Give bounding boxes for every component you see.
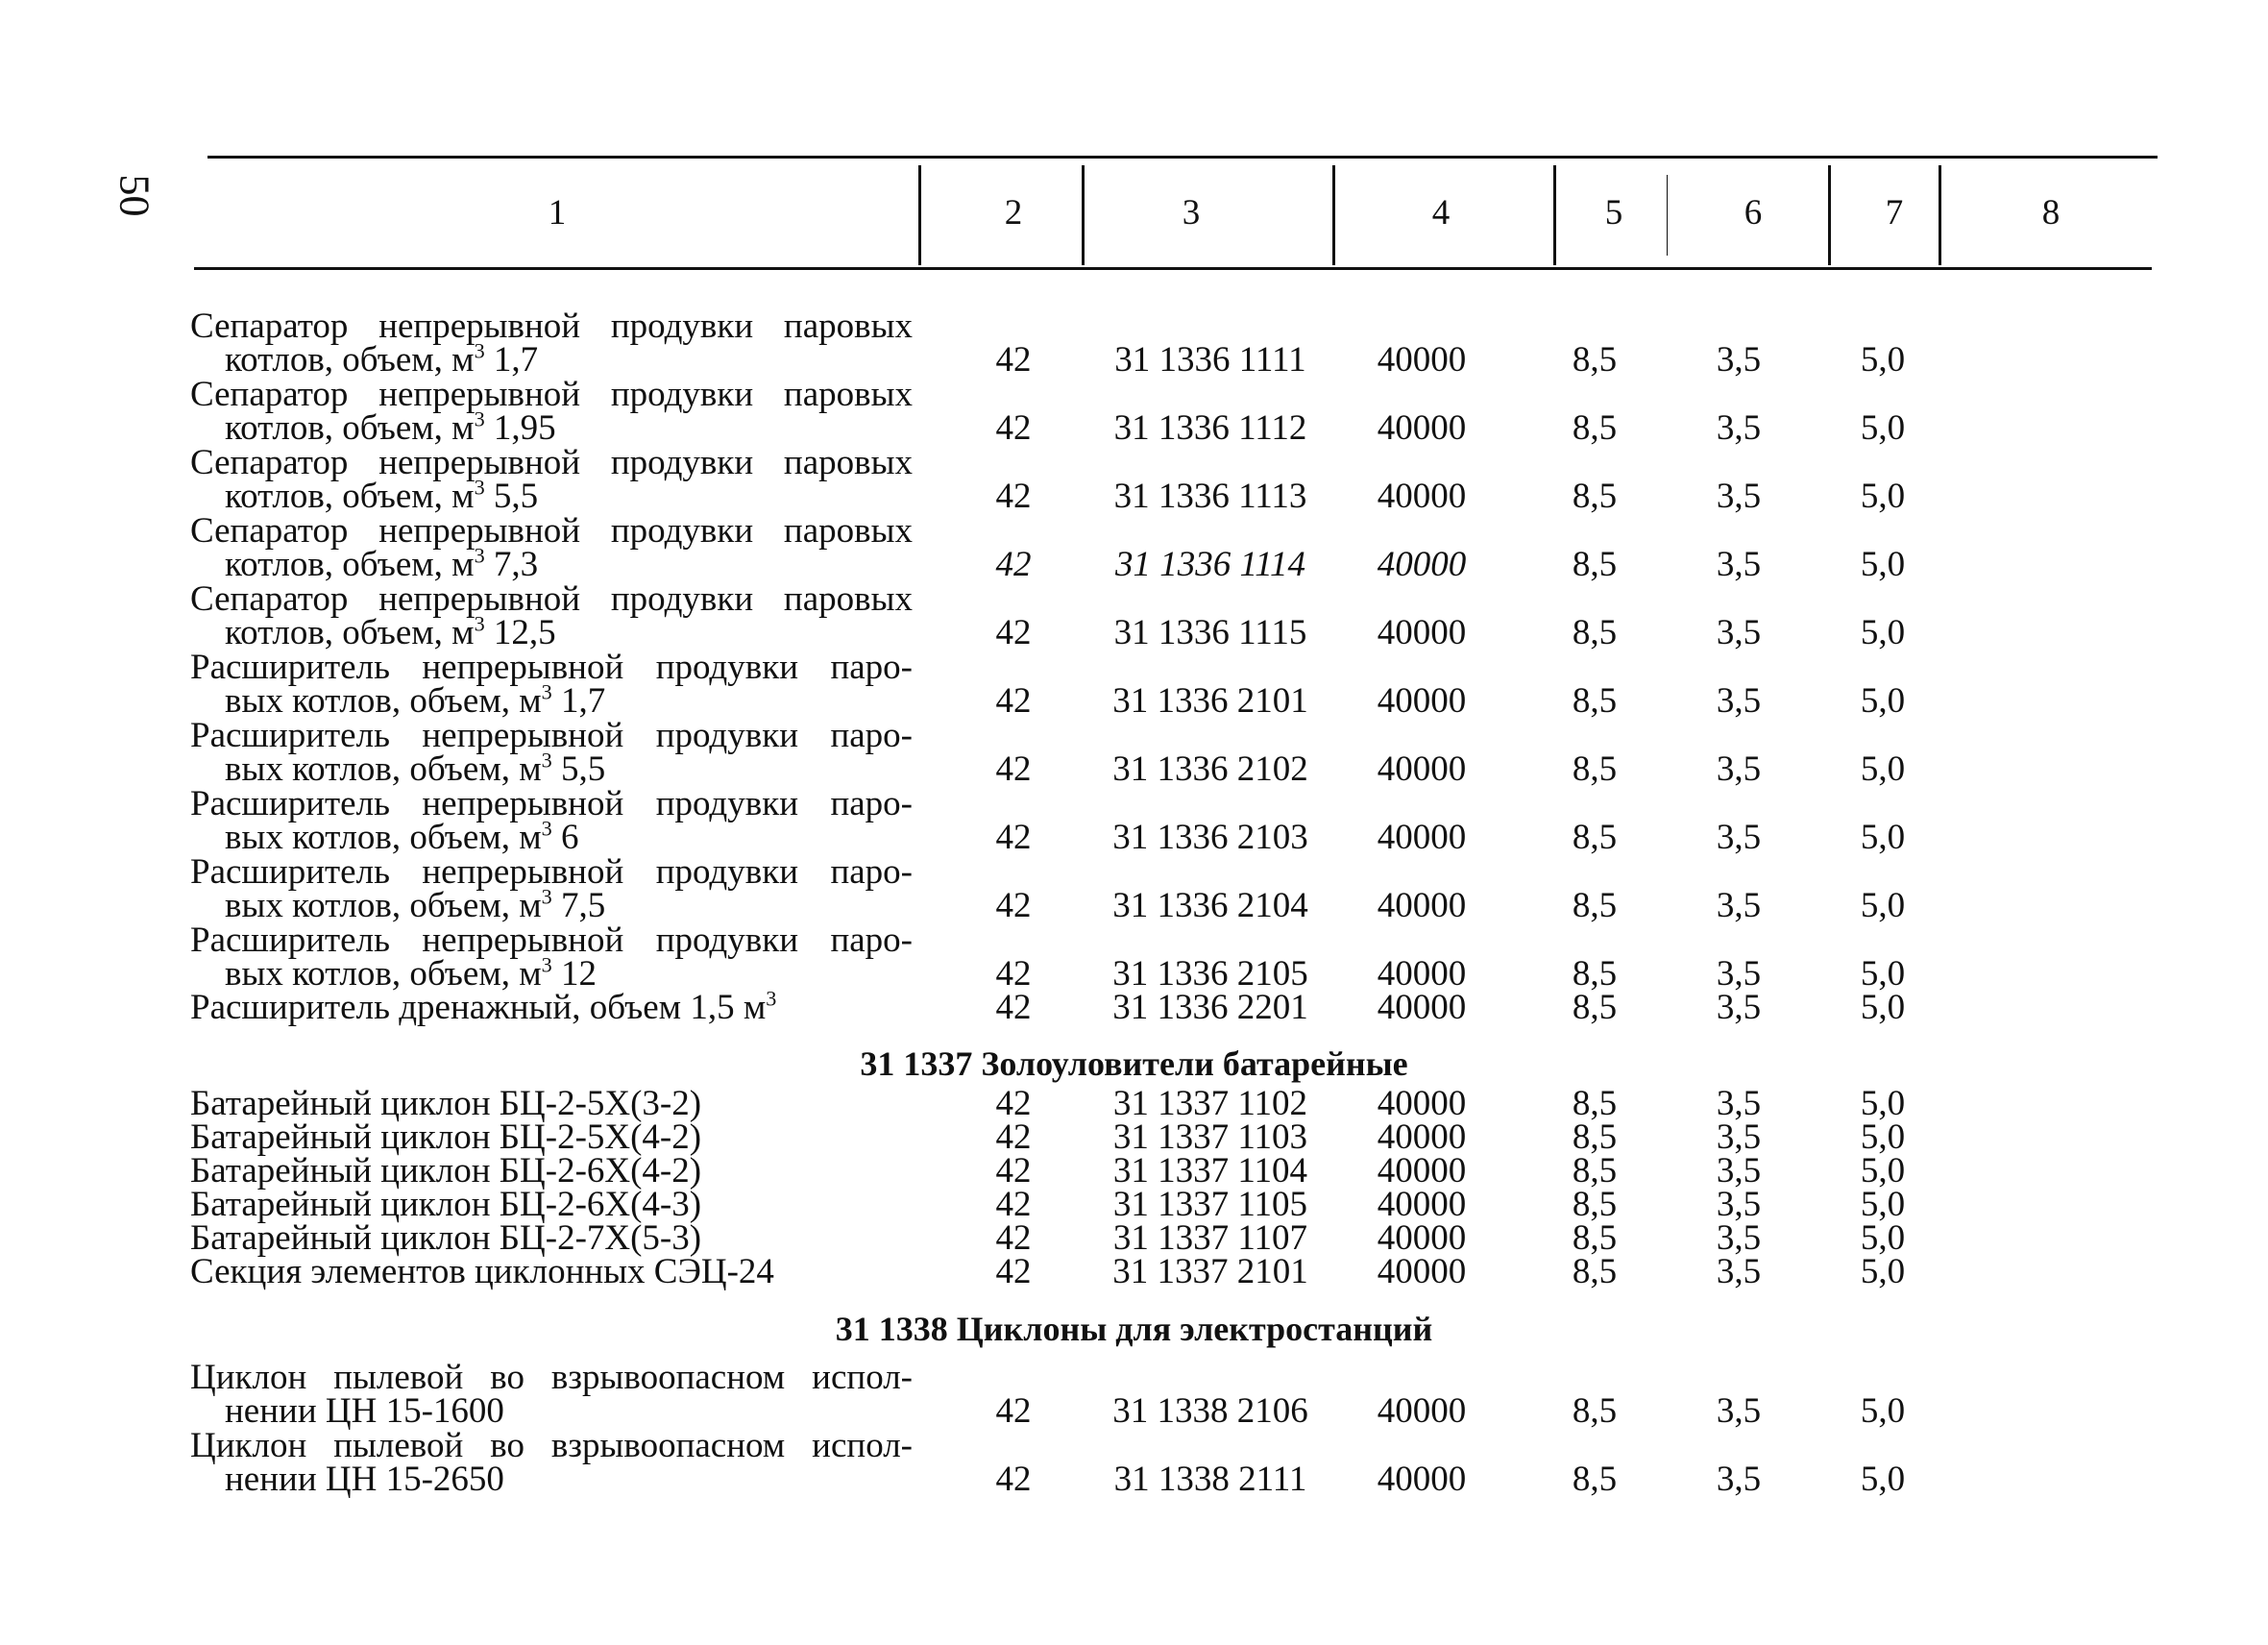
header-col-4: 4 <box>1431 193 1451 233</box>
cell-col-7: 5,0 <box>1860 1084 1906 1123</box>
cell-col-7: 5,0 <box>1860 988 1906 1027</box>
cell-col-7: 5,0 <box>1860 1185 1906 1224</box>
cell-col-2: 42 <box>995 1117 1032 1157</box>
cell-col-7: 5,0 <box>1860 749 1906 789</box>
cell-code: 31 1337 1105 <box>1112 1185 1308 1224</box>
cell-col-5: 8,5 <box>1572 1117 1618 1157</box>
cell-col-4: 40000 <box>1377 954 1467 994</box>
cell-col-2: 42 <box>995 613 1032 652</box>
cell-col-2: 42 <box>995 988 1032 1027</box>
cell-col-4: 40000 <box>1377 1117 1467 1157</box>
cell-col-5: 8,5 <box>1572 477 1618 516</box>
cell-code: 31 1336 1114 <box>1114 545 1305 584</box>
cell-col-2: 42 <box>995 818 1032 857</box>
item-name: Батарейный циклон БЦ-2-6Х(4-2) <box>190 1151 702 1191</box>
cell-code: 31 1338 2111 <box>1113 1460 1307 1499</box>
cell-col-4: 40000 <box>1377 886 1467 925</box>
cell-col-2: 42 <box>995 477 1032 516</box>
cell-col-5: 8,5 <box>1572 818 1618 857</box>
cell-code: 31 1336 2104 <box>1112 886 1308 925</box>
cell-col-4: 40000 <box>1377 1185 1467 1224</box>
cell-col-4: 40000 <box>1377 818 1467 857</box>
cell-col-5: 8,5 <box>1572 1185 1618 1224</box>
cell-col-6: 3,5 <box>1716 408 1762 448</box>
cell-col-4: 40000 <box>1377 681 1467 721</box>
header-col-7: 7 <box>1885 193 1904 233</box>
header-col-1: 1 <box>548 193 567 233</box>
cell-col-6: 3,5 <box>1716 477 1762 516</box>
cell-col-5: 8,5 <box>1572 1151 1618 1191</box>
item-name: Батарейный циклон БЦ-2-7Х(5-3) <box>190 1218 702 1258</box>
cell-code: 31 1337 1107 <box>1112 1218 1308 1258</box>
header-col-2: 2 <box>1004 193 1023 233</box>
cell-col-6: 3,5 <box>1716 1218 1762 1258</box>
item-name: Батарейный циклон БЦ-2-5Х(3-2) <box>190 1084 702 1123</box>
cell-code: 31 1337 2101 <box>1112 1252 1308 1291</box>
item-name: Циклон пылевой во взрывоопасном испол- нении ЦН 15-2650 <box>190 1426 913 1499</box>
cell-col-6: 3,5 <box>1716 1151 1762 1191</box>
cell-col-5: 8,5 <box>1572 749 1618 789</box>
cell-col-2: 42 <box>995 1218 1032 1258</box>
cell-col-6: 3,5 <box>1716 681 1762 721</box>
item-name: Батарейный циклон БЦ-2-5Х(4-2) <box>190 1117 702 1157</box>
item-name: Сепаратор непрерывной продувки паровых котлов, объем, $м^3$ 1,7 <box>190 307 913 380</box>
cell-code: 31 1336 2105 <box>1112 954 1308 994</box>
item-name: Расширитель дренажный, объем 1,5 $м^3$ <box>190 986 777 1027</box>
cell-col-5: 8,5 <box>1572 681 1618 721</box>
cell-col-5: 8,5 <box>1572 1218 1618 1258</box>
cell-code: 31 1337 1103 <box>1112 1117 1308 1157</box>
cell-col-6: 3,5 <box>1716 954 1762 994</box>
section-heading-1338: 31 1338 Циклоны для электростанций <box>835 1310 1433 1348</box>
cell-col-2: 42 <box>995 681 1032 721</box>
cell-col-2: 42 <box>995 1151 1032 1191</box>
cell-col-7: 5,0 <box>1860 1252 1906 1291</box>
cell-code: 31 1336 1113 <box>1113 477 1307 516</box>
item-name: Секция элементов циклонных СЭЦ-24 <box>190 1252 774 1291</box>
cell-col-2: 42 <box>995 954 1032 994</box>
item-name: Сепаратор непрерывной продувки паровых котлов, объем, $м^3$ 5,5 <box>190 443 913 516</box>
cell-col-2: 42 <box>995 1391 1032 1431</box>
cell-col-2: 42 <box>995 1460 1032 1499</box>
item-name: Сепаратор непрерывной продувки паровых котлов, объем, $м^3$ 1,95 <box>190 375 913 448</box>
header-col-5: 5 <box>1604 193 1623 233</box>
cell-col-5: 8,5 <box>1572 1252 1618 1291</box>
cell-col-7: 5,0 <box>1860 954 1906 994</box>
cell-col-6: 3,5 <box>1716 1391 1762 1431</box>
cell-col-7: 5,0 <box>1860 818 1906 857</box>
cell-col-7: 5,0 <box>1860 1391 1906 1431</box>
item-name: Расширитель непрерывной продувки паро- вых котлов, объем, $м^3$ 7,5 <box>190 852 913 925</box>
cell-col-2: 42 <box>995 408 1032 448</box>
item-name: Батарейный циклон БЦ-2-6Х(4-3) <box>190 1185 702 1224</box>
cell-col-6: 3,5 <box>1716 818 1762 857</box>
cell-col-6: 3,5 <box>1716 988 1762 1027</box>
cell-col-5: 8,5 <box>1572 408 1618 448</box>
cell-col-4: 40000 <box>1377 1151 1467 1191</box>
cell-col-6: 3,5 <box>1716 340 1762 380</box>
cell-col-4: 40000 <box>1377 340 1467 380</box>
cell-code: 31 1337 1104 <box>1112 1151 1308 1191</box>
cell-col-5: 8,5 <box>1572 1084 1618 1123</box>
cell-col-6: 3,5 <box>1716 1185 1762 1224</box>
cell-col-6: 3,5 <box>1716 886 1762 925</box>
cell-col-4: 40000 <box>1377 613 1467 652</box>
cell-col-5: 8,5 <box>1572 1391 1618 1431</box>
item-name: Расширитель непрерывной продувки паро- вых котлов, объем, $м^3$ 12 <box>190 921 913 994</box>
cell-col-4: 40000 <box>1377 1252 1467 1291</box>
cell-col-5: 8,5 <box>1572 613 1618 652</box>
cell-col-7: 5,0 <box>1860 886 1906 925</box>
cell-col-5: 8,5 <box>1572 340 1618 380</box>
cell-code: 31 1336 2101 <box>1112 681 1308 721</box>
cell-col-5: 8,5 <box>1572 886 1618 925</box>
cell-col-7: 5,0 <box>1860 1218 1906 1258</box>
cell-code: 31 1336 1115 <box>1113 613 1307 652</box>
cell-col-7: 5,0 <box>1860 545 1906 584</box>
cell-col-6: 3,5 <box>1716 749 1762 789</box>
cell-col-7: 5,0 <box>1860 1460 1906 1499</box>
cell-code: 31 1336 1111 <box>1114 340 1306 380</box>
cell-col-6: 3,5 <box>1716 613 1762 652</box>
cell-col-7: 5,0 <box>1860 477 1906 516</box>
cell-code: 31 1336 2103 <box>1112 818 1308 857</box>
header-col-6: 6 <box>1744 193 1763 233</box>
cell-col-7: 5,0 <box>1860 613 1906 652</box>
cell-col-4: 40000 <box>1377 477 1467 516</box>
header-col-3: 3 <box>1182 193 1201 233</box>
item-name: Расширитель непрерывной продувки паро- вых котлов, объем, $м^3$ 5,5 <box>190 716 913 789</box>
cell-col-4: 40000 <box>1377 1084 1467 1123</box>
header-col-8: 8 <box>2041 193 2061 233</box>
cell-col-2: 42 <box>995 1252 1032 1291</box>
cell-col-7: 5,0 <box>1860 681 1906 721</box>
cell-col-6: 3,5 <box>1716 1460 1762 1499</box>
item-name: Сепаратор непрерывной продувки паровых котлов, объем, $м^3$ 7,3 <box>190 511 913 584</box>
cell-col-2: 42 <box>995 749 1032 789</box>
cell-col-6: 3,5 <box>1716 1084 1762 1123</box>
cell-col-5: 8,5 <box>1572 954 1618 994</box>
cell-col-7: 5,0 <box>1860 1117 1906 1157</box>
item-name: Расширитель непрерывной продувки паро- вых котлов, объем, $м^3$ 1,7 <box>190 648 913 721</box>
cell-col-7: 5,0 <box>1860 340 1906 380</box>
cell-col-2: 42 <box>995 1185 1032 1224</box>
section-heading-1337: 31 1337 Золоуловители батарейные <box>860 1044 1408 1083</box>
cell-col-4: 40000 <box>1377 1391 1467 1431</box>
cell-col-2: 42 <box>995 886 1032 925</box>
cell-col-4: 40000 <box>1377 1218 1467 1258</box>
cell-code: 31 1336 1112 <box>1113 408 1307 448</box>
cell-code: 31 1336 2201 <box>1112 988 1308 1027</box>
cell-col-4: 40000 <box>1377 408 1467 448</box>
cell-col-2: 42 <box>995 1084 1032 1123</box>
cell-col-7: 5,0 <box>1860 408 1906 448</box>
cell-col-2: 42 <box>995 340 1032 380</box>
cell-col-6: 3,5 <box>1716 545 1762 584</box>
cell-col-4: 40000 <box>1377 1460 1467 1499</box>
cell-code: 31 1338 2106 <box>1112 1391 1308 1431</box>
cell-col-7: 5,0 <box>1860 1151 1906 1191</box>
page-number: 50 <box>110 174 159 217</box>
cell-col-2: 42 <box>995 545 1032 584</box>
item-name: Сепаратор непрерывной продувки паровых котлов, объем, $м^3$ 12,5 <box>190 579 913 652</box>
item-name: Циклон пылевой во взрывоопасном испол- нении ЦН 15-1600 <box>190 1358 913 1431</box>
cell-col-5: 8,5 <box>1572 988 1618 1027</box>
cell-code: 31 1337 1102 <box>1112 1084 1308 1123</box>
cell-col-5: 8,5 <box>1572 545 1618 584</box>
cell-col-4: 40000 <box>1377 749 1467 789</box>
cell-col-4: 40000 <box>1377 545 1467 584</box>
cell-col-6: 3,5 <box>1716 1252 1762 1291</box>
cell-code: 31 1336 2102 <box>1112 749 1308 789</box>
item-name: Расширитель непрерывной продувки паро- вых котлов, объем, $м^3$ 6 <box>190 784 913 857</box>
cell-col-5: 8,5 <box>1572 1460 1618 1499</box>
cell-col-6: 3,5 <box>1716 1117 1762 1157</box>
cell-col-4: 40000 <box>1377 988 1467 1027</box>
